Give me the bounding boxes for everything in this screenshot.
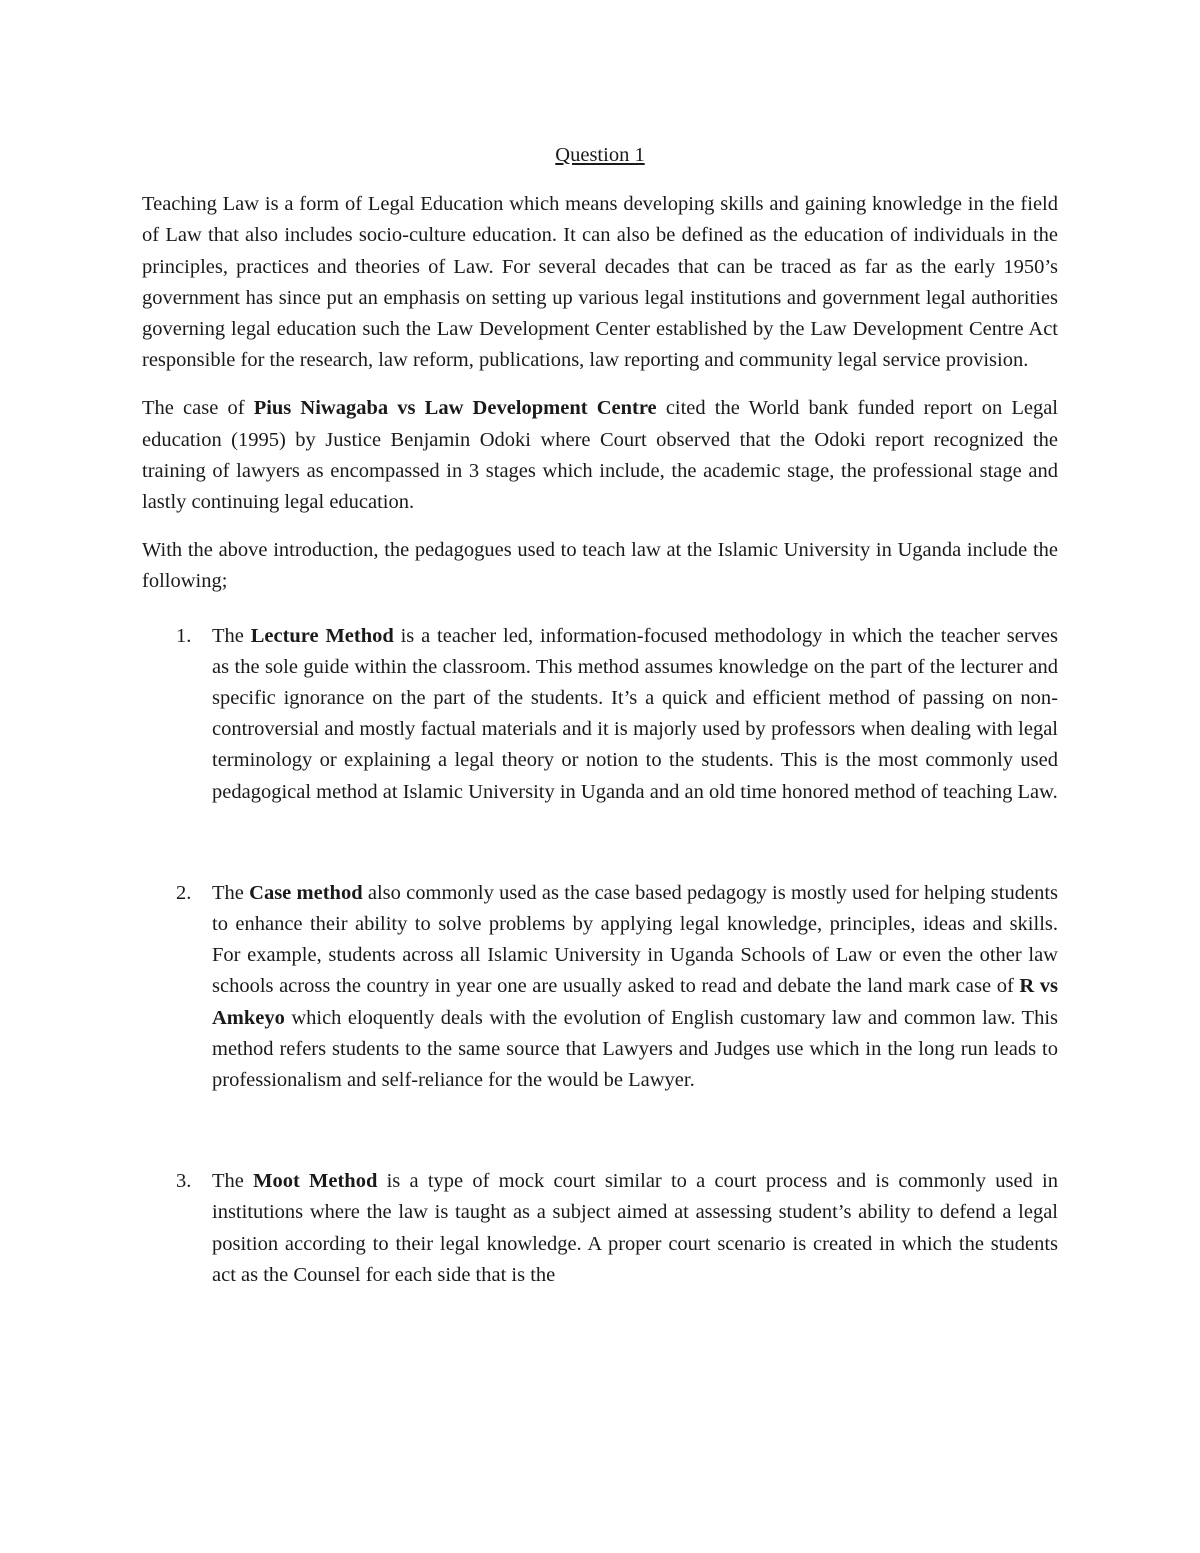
list-number: 1. — [176, 624, 192, 647]
list-item — [142, 1166, 1058, 1291]
item-text-before: The — [212, 624, 251, 647]
list-item — [142, 621, 1058, 808]
document-page — [142, 140, 1058, 1291]
item-text-after: is a type of mock court similar to a court process and is commonly used in institutions where the law is taught as a subject aimed at assessing student’s ability to defend a legal position according to their legal knowledge. A proper court scenario is created in which the students act as the Counsel for each side that is the — [212, 1170, 1058, 1286]
list-number: 3. — [176, 1170, 192, 1193]
introduction-summary-paragraph: With the above introduction, the pedagogues used to teach law at the Islamic University in Uganda include the following; — [142, 539, 1058, 593]
method-name: Case method — [249, 881, 363, 904]
intro-paragraph: Teaching Law is a form of Legal Education which means developing skills and gaining knowledge in the field of Law that also includes socio-culture education. It can also be defined as the education of individuals in the principles, practices and theories of Law. For several decades that can be traced as far as the early 1950’s government has since put an emphasis on setting up various legal institutions and government legal authorities governing legal education such the Law Development Center established by the Law Development Centre Act responsible for the research, law reform, publications, law reporting and community legal service provision. — [142, 193, 1058, 372]
method-name: Lecture Method — [250, 624, 394, 647]
item-text-after: which eloquently deals with the evolution of English customary law and common law. This method refers students to the same source that Lawyers and Judges use which in the long run leads to professionalism and self-reliance for the would be Lawyer. — [212, 1006, 1058, 1092]
item-text-after: is a teacher led, information-focused methodology in which the teacher serves as the sole guide within the classroom. This method assumes knowledge on the part of the lecturer and specific ignorance on the part of the students. It’s a quick and efficient method of passing on non-controversial and mostly factual materials and it is majorly used by professors when dealing with legal terminology or explaining a legal theory or notion to the students. This is the most commonly used pedagogical method at Islamic University in Uganda and an old time honored method of teaching Law. — [212, 624, 1058, 803]
list-number: 2. — [176, 881, 192, 904]
methods-list — [142, 621, 1058, 1291]
item-text-before: The — [212, 881, 250, 904]
case-citation: Pius Niwagaba vs Law Development Centre — [253, 397, 657, 420]
method-name: Moot Method — [253, 1170, 378, 1193]
page-title: Question 1 — [555, 144, 645, 166]
case-text-before: The case of — [142, 397, 254, 420]
case-paragraph — [142, 393, 1058, 518]
list-item — [142, 878, 1058, 1096]
case-text-after: cited the World bank funded report on Legal education (1995) by Justice Benjamin Odoki where Court observed that the Odoki report recognized the training of lawyers as encompassed in 3 stages which include, the academic stage, the professional stage and lastly continuing legal education. — [142, 397, 1059, 514]
item-text-before: The — [212, 1170, 254, 1193]
case-name: R vs Amkeyo — [212, 975, 1058, 1029]
item-text-middle: also commonly used as the case based pedagogy is mostly used for helping students to enhance their ability to solve problems by applying legal knowledge, principles, ideas and skills. For example, students across all Islamic University in Uganda Schools of Law or even the other law schools across the country in year one are usually asked to read and debate the land mark case of — [212, 881, 1058, 998]
